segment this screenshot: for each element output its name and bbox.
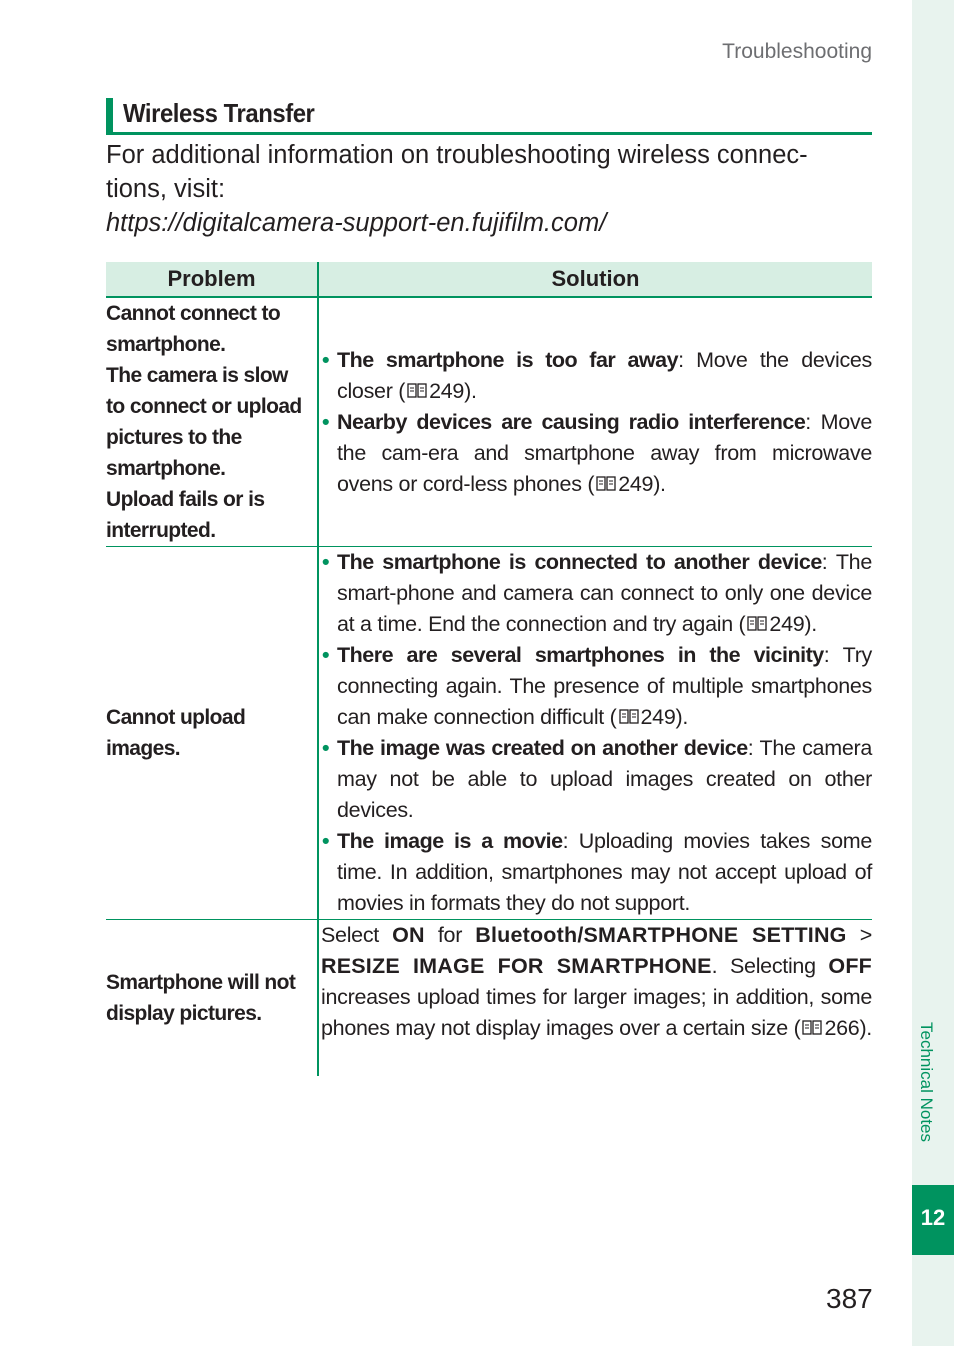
heading-accent-bar: [106, 98, 113, 132]
solution-text: >: [846, 923, 872, 947]
solution-cell: [318, 297, 872, 547]
support-url-link[interactable]: https://digitalcamera-support-en.fujifilm.com/: [106, 209, 607, 237]
intro-line-2: tions, visit:: [106, 175, 226, 203]
problem-line: smartphone.: [106, 457, 226, 480]
table-row: [106, 297, 872, 547]
table-header-row: [106, 262, 872, 297]
solution-cell: [318, 547, 872, 920]
page-reference[interactable]: 249: [618, 471, 654, 496]
cause-text: The image is a movie: [337, 829, 563, 853]
solution-bullet: [322, 733, 873, 826]
solution-text: for: [424, 923, 476, 947]
table-row: [106, 547, 872, 920]
solution-text: increases upload times for larger images; in addition, some phones may not display images over a certain size (: [321, 985, 872, 1040]
solution-bullet: [322, 640, 872, 733]
problem-line: Cannot connect to: [106, 302, 281, 325]
problem-line: to connect or upload: [106, 395, 302, 418]
menu-option-off: OFF: [828, 954, 872, 978]
cause-text: The smartphone is too far away: [337, 347, 679, 372]
problem-cell: [106, 920, 318, 1076]
solution-list: [319, 345, 872, 500]
column-header-problem: Problem: [106, 262, 318, 297]
problem-line: smartphone.: [106, 333, 226, 356]
reference-close: ).: [464, 378, 477, 403]
section-heading: [106, 98, 872, 135]
remedy-text: : Move the devices closer (: [337, 347, 873, 403]
problem-line: The camera is slow: [106, 364, 288, 387]
bullet-dot-icon: •: [322, 409, 330, 434]
reference-close: ).: [859, 1016, 872, 1040]
solution-cell: [318, 920, 872, 1076]
cause-text: The image was created on another device: [337, 736, 748, 760]
chapter-number-box[interactable]: [912, 1185, 954, 1255]
problem-cell: [106, 297, 318, 547]
column-header-solution: Solution: [318, 262, 872, 297]
book-reference-icon: [596, 476, 616, 492]
intro-line-1: For additional information on troubleshooting wireless connec-: [106, 141, 808, 169]
solution-text: . Selecting: [711, 954, 829, 978]
problem-line: display pictures.: [106, 1001, 262, 1025]
page-reference[interactable]: 249: [429, 378, 465, 403]
book-reference-icon: [619, 709, 639, 725]
problem-line: interrupted.: [106, 519, 216, 542]
menu-item-resize-image: RESIZE IMAGE FOR SMARTPHONE: [321, 954, 712, 978]
page-reference[interactable]: 249: [640, 705, 676, 729]
remedy-text: : Try connecting again. The presence of multiple smartphones can make connection difficult (: [337, 643, 872, 729]
troubleshooting-table: [106, 262, 872, 1076]
menu-option-on: ON: [392, 923, 425, 947]
chapter-side-tab: [912, 0, 954, 1346]
bullet-dot-icon: •: [322, 550, 330, 574]
book-reference-icon: [747, 616, 767, 632]
solution-bullet: [322, 407, 872, 500]
problem-line: Upload fails or is: [106, 488, 265, 511]
bullet-dot-icon: •: [322, 829, 330, 853]
problem-cell: [106, 547, 318, 920]
bullet-dot-icon: •: [322, 347, 330, 372]
solution-list: [319, 547, 872, 919]
bullet-dot-icon: •: [322, 736, 330, 760]
menu-item-bluetooth-smartphone-setting: Bluetooth/SMARTPHONE SETTING: [475, 923, 847, 947]
solution-bullet: [322, 547, 872, 640]
problem-line: Cannot upload images.: [106, 706, 246, 760]
cause-text: The smartphone is connected to another device: [337, 550, 822, 574]
page-number: 387: [826, 1283, 873, 1314]
book-reference-icon: [802, 1020, 822, 1036]
page-reference[interactable]: 249: [769, 612, 805, 636]
problem-line: Smartphone will not: [106, 970, 296, 994]
page-reference[interactable]: 266: [824, 1016, 860, 1040]
solution-bullet: [322, 345, 873, 407]
remedy-text: : The smart-phone and camera can connect to only one device at a time. End the connection and try again (: [337, 550, 872, 636]
solution-text: Select: [321, 923, 393, 947]
problem-line: pictures to the: [106, 426, 242, 449]
remedy-text: : The camera may not be able to upload images created on other devices.: [337, 736, 873, 822]
book-reference-icon: [407, 383, 427, 399]
section-title: Wireless Transfer: [123, 98, 315, 128]
table-row: [106, 920, 872, 1076]
remedy-text: : Move the cam-era and smartphone away from microwave ovens or cord-less phones (: [337, 409, 872, 496]
reference-close: ).: [675, 705, 689, 729]
bullet-dot-icon: •: [322, 643, 330, 667]
solution-bullet: [322, 826, 872, 919]
cause-text: There are several smartphones in the vicinity: [337, 643, 824, 667]
cause-text: Nearby devices are causing radio interference: [337, 409, 806, 434]
remedy-text: : Uploading movies takes some time. In addition, smartphones may not accept upload of movies in formats they do not support.: [337, 829, 872, 915]
reference-close: ).: [653, 471, 666, 496]
intro-paragraph: [106, 138, 872, 240]
chapter-side-label: Technical Notes: [917, 1022, 936, 1143]
solution-paragraph: [319, 920, 872, 1044]
running-header: Troubleshooting: [722, 40, 872, 63]
chapter-number: 12: [920, 1205, 946, 1230]
reference-close: ).: [804, 612, 817, 636]
